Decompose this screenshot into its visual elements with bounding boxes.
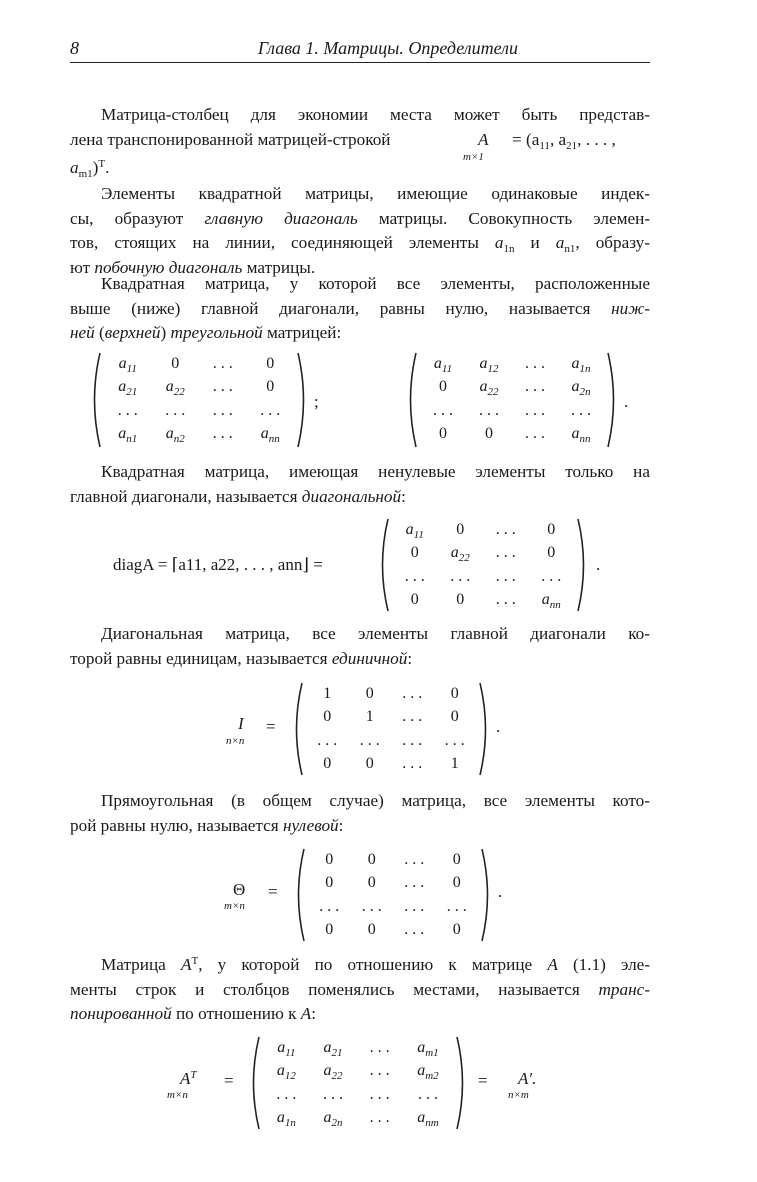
matrix-cell: 0 xyxy=(266,354,275,372)
matrix-cell: $a_{m1}$ xyxy=(417,1038,439,1059)
matrix-cell: 0 xyxy=(452,850,461,868)
matrix-cell: . . . xyxy=(276,1085,297,1103)
matrix-cell: . . . xyxy=(402,755,423,773)
matrix-cell: $a_{11}$ xyxy=(433,354,453,375)
matrix-cell: . . . xyxy=(117,401,138,419)
matrix-cell: $a_{nn}$ xyxy=(571,425,591,446)
matrix-body xyxy=(306,682,476,776)
matrix-cell: $a_{22}$ xyxy=(165,378,185,399)
matrix-cell: $a_{11}$ xyxy=(118,354,137,375)
matrix-cell: 0 xyxy=(439,378,447,396)
paragraph-diagonal: Квадратная матрица, имеющая ненулевые элементы только на главной диагонали, называется диагональной: xyxy=(70,462,650,506)
matrix-cell: . . . xyxy=(404,874,425,892)
matrix-cell: 0 xyxy=(547,520,556,538)
matrix-cell: . . . xyxy=(212,401,233,419)
matrix-cell: . . . xyxy=(495,544,516,562)
matrix-cell: . . . xyxy=(212,425,233,443)
matrix-cell: . . . xyxy=(402,684,423,702)
diagonal-matrix xyxy=(376,518,590,612)
matrix-body xyxy=(263,1036,453,1130)
matrix-cell: 0 xyxy=(365,684,374,702)
matrix-cell: $a_{1n}$ xyxy=(276,1109,296,1130)
matrix-cell: . . . xyxy=(404,921,425,939)
matrix-cell: . . . xyxy=(450,567,471,585)
matrix-cell: $a_{2n}$ xyxy=(571,378,591,399)
matrix-cell: . . . xyxy=(260,401,281,419)
transposed-matrix xyxy=(247,1036,469,1130)
matrix-body xyxy=(420,352,604,446)
matrix-cell: 0 xyxy=(452,921,461,939)
matrix-cell: . . . xyxy=(402,708,423,726)
matrix-cell: 0 xyxy=(485,425,493,443)
matrix-cell: . . . xyxy=(571,401,591,419)
matrix-cell: . . . xyxy=(369,1109,390,1127)
matrix-cell: . . . xyxy=(359,731,380,749)
matrix-cell: . . . xyxy=(541,567,562,585)
identity-matrix xyxy=(290,682,492,776)
matrix-cell: 0 xyxy=(367,874,376,892)
matrix-cell: $a_{21}$ xyxy=(323,1038,343,1059)
matrix-cell: . . . xyxy=(495,567,516,585)
matrix-cell: . . . xyxy=(404,567,425,585)
matrix-cell: . . . xyxy=(479,401,499,419)
matrix-cell: 0 xyxy=(323,755,332,773)
matrix-cell: . . . xyxy=(525,354,545,372)
matrix-cell: $a_{n1}$ xyxy=(118,425,138,446)
matrix-cell: $a_{1n}$ xyxy=(571,354,591,375)
matrix-cell: 1 xyxy=(323,684,332,702)
matrix-cell: . . . xyxy=(525,425,545,443)
matrix-cell: . . . xyxy=(212,378,233,396)
matrix-cell: . . . xyxy=(495,591,516,609)
diag-label: diagA = ⌈a11, a22, . . . , ann⌋ = xyxy=(113,555,323,574)
matrix-cell: 0 xyxy=(266,378,275,396)
paragraph-column-vector: Матрица-столбец для экономии места может быть представ- лена транспонированной матрицей-строкой A m×1 = ($a_{11}$, $a_{21}$, . . . , $a_{m1})^T$. xyxy=(70,105,650,180)
matrix-body xyxy=(104,352,294,446)
matrix-cell: $a_{11}$ xyxy=(405,520,424,541)
matrix-cell: 0 xyxy=(439,425,447,443)
matrix-cell: $a_{22}$ xyxy=(479,378,499,399)
paragraph-diagonals: Элементы квадратной матрицы, имеющие одинаковые индек- сы, образуют главную диагональ матрицы. Совокупность элемен- тов, стоящих на линии, соединяющей элементы $a_{1n}$ и $a_{n1}$, образу- ют побочную диагональ матрицы. xyxy=(70,184,650,277)
matrix-cell: 0 xyxy=(323,708,332,726)
matrix-cell: . . . xyxy=(495,520,516,538)
matrix-cell: . . . xyxy=(525,401,545,419)
matrix-cell: . . . xyxy=(165,401,186,419)
matrix-cell: $a_{2n}$ xyxy=(323,1109,343,1130)
chapter-title: Глава 1. Матрицы. Определители xyxy=(257,38,518,58)
matrix-cell: 0 xyxy=(367,921,376,939)
matrix-cell: $a_{nm}$ xyxy=(417,1109,439,1130)
matrix-cell: 0 xyxy=(450,684,459,702)
matrix-cell: $a_{22}$ xyxy=(450,544,470,565)
matrix-cell: . . . xyxy=(317,731,338,749)
matrix-cell: . . . xyxy=(369,1062,390,1080)
matrix-body xyxy=(392,518,574,612)
zero-matrix xyxy=(292,848,494,942)
matrix-cell: 0 xyxy=(452,874,461,892)
matrix-cell: $a_{22}$ xyxy=(323,1062,343,1083)
matrix-cell: . . . xyxy=(404,850,425,868)
matrix-cell: . . . xyxy=(361,897,382,915)
matrix-cell: 0 xyxy=(547,544,556,562)
page-number: 8 xyxy=(70,38,79,58)
matrix-cell: $a_{nn}$ xyxy=(541,591,561,612)
matrix-cell: $a_{12}$ xyxy=(479,354,499,375)
matrix-cell: . . . xyxy=(433,401,453,419)
matrix-cell: 0 xyxy=(456,520,465,538)
matrix-cell: 0 xyxy=(410,544,419,562)
matrix-cell: $a_{12}$ xyxy=(276,1062,296,1083)
paragraph-identity: Диагональная матрица, все элементы главной диагонали ко- торой равны единицам, называется единичной: xyxy=(70,624,650,668)
matrix-cell: . . . xyxy=(404,897,425,915)
matrix-cell: 0 xyxy=(410,591,419,609)
upper-triangular-matrix xyxy=(404,352,620,448)
matrix-cell: . . . xyxy=(212,354,233,372)
lower-triangular-matrix xyxy=(88,352,310,448)
matrix-cell: . . . xyxy=(444,731,465,749)
matrix-cell: 0 xyxy=(325,874,334,892)
matrix-cell: $a_{11}$ xyxy=(277,1038,296,1059)
matrix-cell: . . . xyxy=(446,897,467,915)
matrix-cell: $a_{n2}$ xyxy=(165,425,185,446)
matrix-cell: 1 xyxy=(450,755,459,773)
matrix-cell: 0 xyxy=(456,591,465,609)
matrix-cell: 0 xyxy=(365,755,374,773)
running-header xyxy=(70,32,650,63)
matrix-cell: . . . xyxy=(417,1085,438,1103)
matrix-cell: $a_{21}$ xyxy=(118,378,138,399)
matrix-cell: . . . xyxy=(369,1038,390,1056)
paragraph-transposed: Матрица $A^T$, у которой по отношению к матрице A (1.1) эле- менты строк и столбцов поменялись местами, называется транс- понированной по отношению к A: xyxy=(70,955,651,1023)
matrix-cell: 1 xyxy=(365,708,374,726)
matrix-cell: 0 xyxy=(325,921,334,939)
matrix-cell: . . . xyxy=(369,1085,390,1103)
matrix-cell: $a_{nn}$ xyxy=(260,425,280,446)
matrix-cell: 0 xyxy=(367,850,376,868)
matrix-cell: $a_{m2}$ xyxy=(417,1062,439,1083)
matrix-cell: . . . xyxy=(322,1085,343,1103)
matrix-cell: . . . xyxy=(525,378,545,396)
paragraph-zero: Прямоугольная (в общем случае) матрица, все элементы кото- рой равны нулю, называется нулевой: xyxy=(70,791,650,835)
paragraph-triangular: Квадратная матрица, у которой все элементы, расположенные выше (ниже) главной диагонали, равны нулю, называется ниж- ней (верхней) треугольной матрицей: xyxy=(70,274,650,342)
matrix-cell: 0 xyxy=(450,708,459,726)
matrix-body xyxy=(308,848,478,942)
matrix-cell: 0 xyxy=(171,354,180,372)
matrix-cell: 0 xyxy=(325,850,334,868)
matrix-cell: . . . xyxy=(402,731,423,749)
matrix-cell: . . . xyxy=(319,897,340,915)
